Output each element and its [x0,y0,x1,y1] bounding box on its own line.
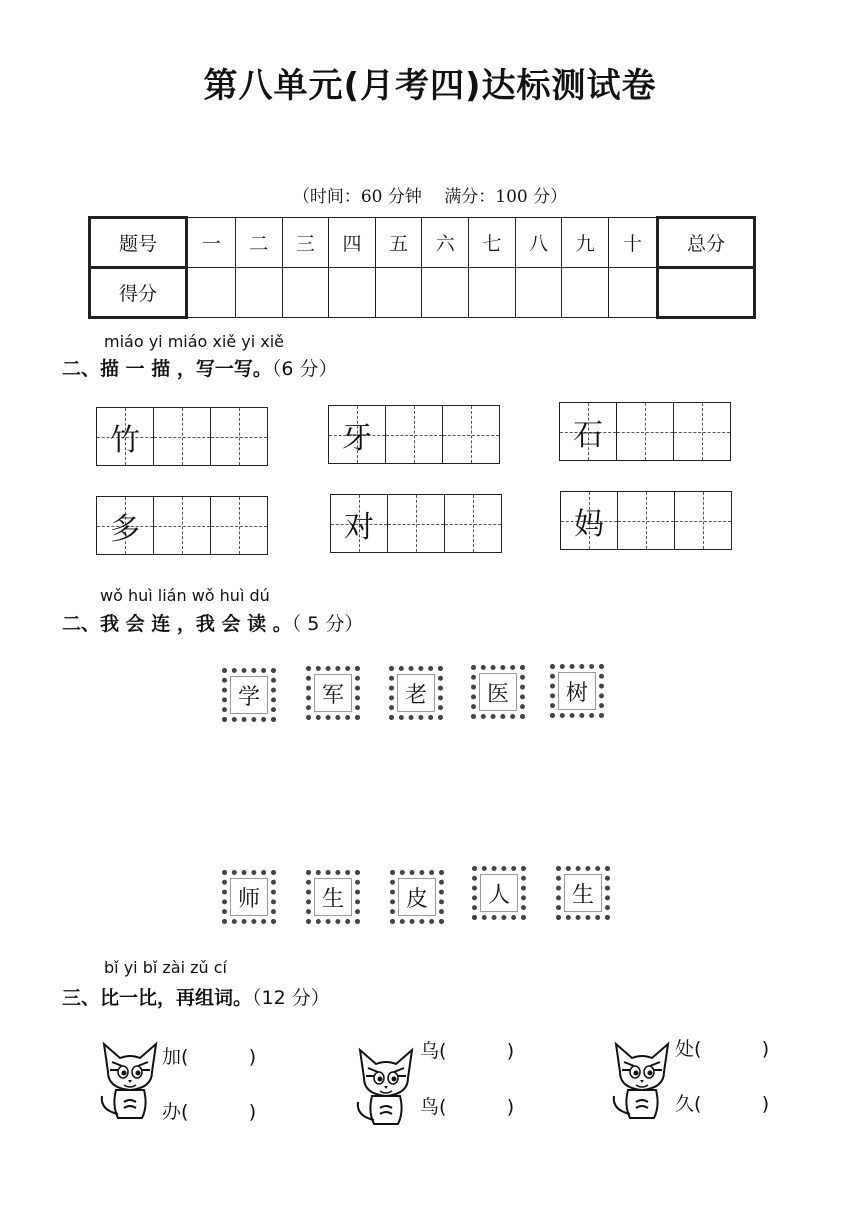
match-char-box-bottom[interactable]: 生 [556,866,610,920]
compare-item[interactable]: 乌( ) [420,1040,515,1062]
section3-points: （12 分） [252,987,330,1009]
writing-cell[interactable] [442,406,499,463]
trace-cell[interactable] [331,495,387,552]
section1-heading-text: 二、描 一 描 ，写一写。 [62,358,272,380]
score-cell[interactable] [187,268,236,318]
trace-cell[interactable] [561,492,617,549]
trace-cell[interactable] [329,406,385,463]
section1-pinyin: miáo yi miáo xiě yi xiě [104,332,285,351]
trace-character: 竹 [110,422,140,458]
trace-character: 牙 [342,420,372,456]
writing-cell[interactable] [153,408,210,465]
writing-cell[interactable] [616,403,673,460]
cat-icon [354,1042,418,1128]
score-table-number: 九 [562,218,609,268]
score-table-number: 七 [469,218,516,268]
score-cell[interactable] [235,268,282,318]
match-char-box-bottom[interactable]: 皮 [390,870,444,924]
score-table-number: 八 [515,218,562,268]
writing-cell[interactable] [673,403,730,460]
writing-cell[interactable] [387,495,444,552]
trace-cell[interactable] [97,408,153,465]
writing-cell[interactable] [153,497,210,554]
trace-cell[interactable] [560,403,616,460]
section3-pinyin: bǐ yi bǐ zài zǔ cí [104,958,227,977]
score-cell[interactable] [562,268,609,318]
score-cell[interactable] [329,268,376,318]
compare-item[interactable]: 办( ) [162,1101,257,1123]
writing-cell[interactable] [210,408,267,465]
trace-character: 石 [573,417,603,453]
score-cell[interactable] [375,268,422,318]
score-table-number: 五 [375,218,422,268]
writing-grid [330,494,502,553]
match-char-box-top[interactable]: 树 [550,664,604,718]
total-score-cell[interactable] [658,268,755,318]
score-table-number: 四 [329,218,376,268]
section1-heading [62,354,338,381]
compare-item[interactable]: 久( ) [675,1093,770,1115]
writing-grid [559,402,731,461]
trace-character: 妈 [574,506,604,542]
match-char-box-bottom[interactable]: 生 [306,870,360,924]
writing-grid [328,405,500,464]
score-cell[interactable] [282,268,329,318]
trace-cell[interactable] [97,497,153,554]
score-table-number: 一 [187,218,236,268]
trace-character: 对 [344,509,374,545]
score-cell[interactable] [608,268,657,318]
match-char-box-bottom[interactable]: 人 [472,866,526,920]
exam-meta: （时间：60 分钟 满分：100 分） [292,187,568,207]
score-cell[interactable] [515,268,562,318]
writing-grid [96,496,268,555]
section1-points: （6 分） [271,358,338,380]
score-table-number: 六 [422,218,469,268]
score-table-row1-label: 题号 [90,218,187,268]
score-table-number: 十 [608,218,657,268]
writing-cell[interactable] [385,406,442,463]
match-char-box-bottom[interactable]: 师 [222,870,276,924]
compare-item[interactable]: 加( ) [162,1046,257,1068]
cat-icon [98,1036,162,1122]
match-char-box-top[interactable]: 学 [222,668,276,722]
section3-heading-text: 三、比一比，再组词。 [62,987,253,1009]
section3-heading [62,983,330,1010]
section2-heading [62,609,363,636]
score-table-row2-label: 得分 [90,268,187,318]
score-table [88,216,756,319]
score-cell[interactable] [422,268,469,318]
writing-cell[interactable] [617,492,674,549]
section2-heading-text: 二、我 会 连 ，我 会 读 。 [62,613,292,635]
score-table-number: 三 [282,218,329,268]
writing-cell[interactable] [674,492,731,549]
match-char-box-top[interactable]: 军 [306,666,360,720]
score-table-total-label: 总分 [658,218,755,268]
section2-pinyin: wǒ huì lián wǒ huì dú [100,586,270,605]
score-table-score-row [90,268,755,318]
score-cell[interactable] [469,268,516,318]
trace-character: 多 [110,511,140,547]
match-char-box-top[interactable]: 老 [389,666,443,720]
writing-grid [96,407,268,466]
match-char-box-top[interactable]: 医 [471,665,525,719]
score-table-header-row [90,218,755,268]
score-table-number: 二 [235,218,282,268]
page-title: 第八单元(月考四)达标测试卷 [203,66,657,106]
compare-item[interactable]: 鸟( ) [420,1096,515,1118]
writing-cell[interactable] [444,495,501,552]
compare-item[interactable]: 处( ) [675,1038,770,1060]
section2-points: （ 5 分） [291,613,364,635]
cat-icon [610,1036,674,1122]
writing-cell[interactable] [210,497,267,554]
writing-grid [560,491,732,550]
